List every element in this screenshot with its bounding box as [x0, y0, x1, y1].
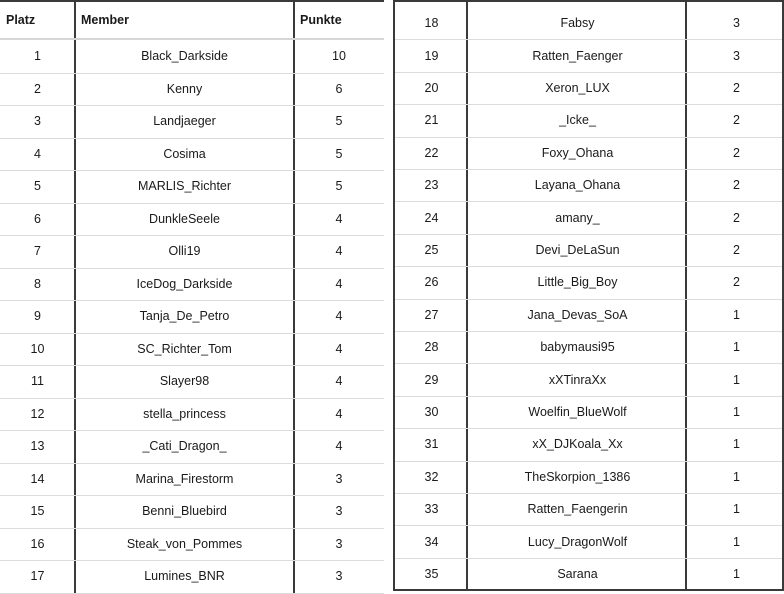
member-cell: Cosima [163, 146, 206, 161]
table-row [395, 234, 782, 267]
punkte-cell: 2 [733, 275, 740, 290]
table-row [0, 398, 384, 432]
platz-cell: 16 [30, 536, 45, 551]
member-cell: SC_Richter_Tom [137, 341, 232, 356]
table-row [0, 105, 384, 139]
member-cell: Xeron_LUX [545, 80, 610, 95]
member-cell: Lumines_BNR [144, 569, 225, 584]
table-row [0, 235, 384, 269]
punkte-cell: 5 [335, 179, 343, 194]
punkte-cell: 3 [335, 536, 343, 551]
table-top-border [393, 0, 784, 2]
platz-cell: 7 [34, 244, 41, 259]
table-row [395, 331, 782, 364]
member-cell: stella_princess [143, 406, 226, 421]
platz-cell: 8 [34, 276, 41, 291]
platz-cell: 14 [30, 471, 45, 486]
member-cell: Devi_DeLaSun [535, 242, 620, 257]
platz-cell: 30 [424, 404, 439, 419]
platz-cell: 12 [30, 406, 45, 421]
punkte-cell: 1 [733, 307, 740, 322]
member-cell: Jana_Devas_SoA [527, 307, 628, 322]
platz-cell: 31 [424, 437, 439, 452]
platz-cell: 28 [424, 340, 439, 355]
table-row [0, 365, 384, 399]
punkte-cell: 5 [335, 114, 343, 129]
platz-cell: 11 [31, 374, 44, 389]
member-cell: _Cati_Dragon_ [142, 439, 227, 454]
punkte-cell: 2 [733, 178, 740, 193]
table-row [395, 104, 782, 137]
platz-cell: 1 [34, 49, 41, 64]
table-row [395, 493, 782, 526]
punkte-cell: 4 [335, 406, 343, 421]
ranking-table-right [393, 0, 784, 593]
member-cell: Foxy_Ohana [541, 145, 614, 160]
platz-cell: 15 [30, 504, 45, 519]
platz-cell: 27 [424, 307, 439, 322]
ranking-table-left [0, 0, 384, 593]
member-cell: Woelfin_BlueWolf [528, 404, 627, 419]
platz-cell: 17 [30, 569, 45, 584]
platz-cell: 34 [424, 534, 439, 549]
platz-cell: 18 [424, 16, 439, 31]
member-cell: Benni_Bluebird [142, 504, 227, 519]
table-row [395, 396, 782, 429]
table-row [395, 363, 782, 396]
member-cell: Kenny [166, 81, 203, 96]
table-row [0, 560, 384, 594]
punkte-cell: 1 [733, 340, 740, 355]
table-row [0, 430, 384, 464]
punkte-cell: 2 [733, 80, 740, 95]
table-row [395, 39, 782, 72]
member-cell: Sarana [557, 566, 598, 581]
column-header-platz: Platz [6, 13, 36, 27]
platz-cell: 3 [34, 114, 41, 129]
table-row [395, 169, 782, 202]
table-row [0, 203, 384, 237]
table-row [395, 461, 782, 494]
member-cell: Marina_Firestorm [135, 471, 234, 486]
punkte-cell: 1 [733, 372, 740, 387]
platz-cell: 26 [424, 275, 439, 290]
punkte-cell: 1 [733, 502, 740, 517]
member-cell: xXTinraXx [548, 372, 607, 387]
platz-cell: 10 [30, 341, 45, 356]
platz-cell: 21 [424, 113, 439, 128]
platz-cell: 9 [34, 309, 41, 324]
punkte-cell: 4 [335, 244, 343, 259]
punkte-cell: 2 [733, 210, 740, 225]
member-cell: Black_Darkside [141, 49, 228, 64]
table-row [0, 138, 384, 172]
member-cell: MARLIS_Richter [137, 179, 232, 194]
member-cell: Layana_Ohana [534, 178, 621, 193]
platz-cell: 35 [424, 566, 439, 581]
table-row [0, 170, 384, 204]
table-row [395, 137, 782, 170]
member-cell: _Icke_ [559, 113, 596, 128]
punkte-cell: 4 [335, 309, 343, 324]
table-row [395, 72, 782, 105]
table-row [0, 268, 384, 302]
punkte-cell: 2 [733, 145, 740, 160]
table-row [0, 528, 384, 562]
table-row [0, 73, 384, 107]
member-cell: xX_DJKoala_Xx [532, 437, 623, 452]
table-row [0, 40, 384, 74]
punkte-cell: 1 [733, 469, 740, 484]
platz-cell: 33 [424, 502, 439, 517]
punkte-cell: 1 [733, 566, 740, 581]
platz-cell: 20 [424, 80, 439, 95]
table-row [395, 299, 782, 332]
punkte-cell: 3 [733, 16, 740, 31]
column-header-member: Member [81, 13, 129, 27]
column-header-punkte: Punkte [300, 13, 342, 27]
platz-cell: 4 [34, 146, 41, 161]
punkte-cell: 3 [335, 569, 343, 584]
punkte-cell: 10 [332, 49, 346, 64]
table-row [0, 300, 384, 334]
platz-cell: 32 [424, 469, 439, 484]
member-cell: Little_Big_Boy [537, 275, 618, 290]
punkte-cell: 4 [335, 276, 343, 291]
member-cell: Landjaeger [153, 114, 216, 129]
member-cell: DunkleSeele [149, 211, 220, 226]
punkte-cell: 1 [733, 437, 740, 452]
punkte-cell: 4 [335, 341, 343, 356]
punkte-cell: 1 [733, 534, 740, 549]
member-cell: amany_ [555, 210, 600, 225]
table-row [395, 7, 782, 40]
platz-cell: 6 [34, 211, 41, 226]
member-cell: Olli19 [168, 244, 201, 259]
table-row [0, 495, 384, 529]
platz-cell: 22 [424, 145, 439, 160]
table-row [0, 333, 384, 367]
member-cell: Fabsy [560, 16, 595, 31]
platz-cell: 23 [424, 178, 439, 193]
platz-cell: 2 [34, 81, 41, 96]
member-cell: Lucy_DragonWolf [527, 534, 628, 549]
platz-cell: 13 [30, 439, 45, 454]
punkte-cell: 3 [335, 504, 343, 519]
punkte-cell: 4 [335, 439, 343, 454]
member-cell: Ratten_Faengerin [527, 502, 628, 517]
table-header-row [0, 2, 384, 40]
punkte-cell: 2 [733, 113, 740, 128]
table-row [395, 428, 782, 461]
member-cell: Tanja_De_Petro [139, 309, 230, 324]
punkte-cell: 1 [733, 404, 740, 419]
platz-cell: 24 [424, 210, 439, 225]
member-cell: TheSkorpion_1386 [524, 469, 631, 484]
punkte-cell: 2 [733, 242, 740, 257]
platz-cell: 25 [424, 242, 439, 257]
member-cell: Ratten_Faenger [532, 48, 623, 63]
punkte-cell: 5 [335, 146, 343, 161]
punkte-cell: 4 [335, 374, 343, 389]
platz-cell: 5 [34, 179, 41, 194]
table-row [395, 558, 782, 590]
punkte-cell: 6 [335, 81, 343, 96]
member-cell: Steak_von_Pommes [126, 536, 243, 551]
member-cell: babymausi95 [540, 340, 615, 355]
member-cell: IceDog_Darkside [136, 276, 233, 291]
table-row [0, 463, 384, 497]
punkte-cell: 4 [335, 211, 343, 226]
platz-cell: 29 [424, 372, 439, 387]
punkte-cell: 3 [733, 48, 740, 63]
punkte-cell: 3 [335, 471, 343, 486]
table-row [395, 201, 782, 234]
platz-cell: 19 [424, 48, 439, 63]
table-row [395, 266, 782, 299]
table-row [395, 525, 782, 558]
member-cell: Slayer98 [159, 374, 210, 389]
